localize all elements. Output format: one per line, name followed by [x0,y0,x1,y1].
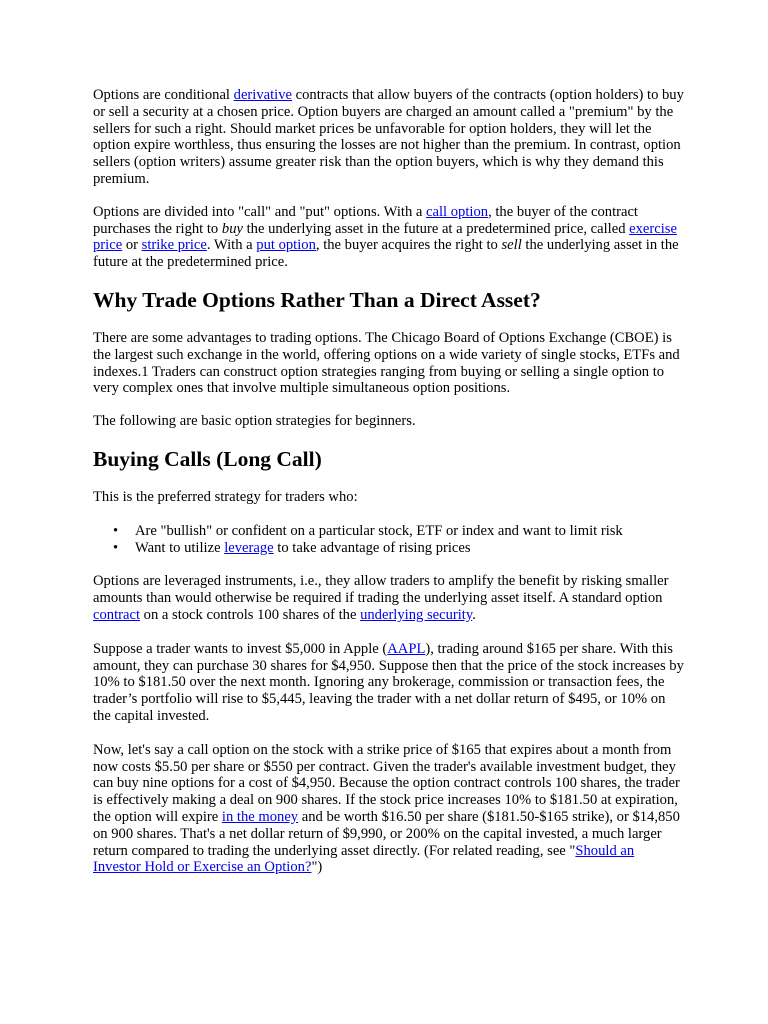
text-run: . With a [206,237,257,254]
list-item [93,523,685,540]
text-run: the underlying asset in the future at a predetermined price, called [242,220,630,237]
leverage-link[interactable]: leverage [224,539,274,556]
text-run: . [472,606,476,623]
call-option-link[interactable]: call option [426,203,489,220]
in-the-money-link[interactable]: in the money [221,808,299,825]
text-run: contracts that allow buyers of the contracts (option holders) to buy or sell a security at a chosen price. Option buyers are charged an amount called a "premium" by the sellers for such a right. Should market prices be unfavorable for option holders, they will let the option expire worthless, thus ensuring the losses are not higher than the premium. In contrast, option sellers (option writers) assume greater risk than the option buyers, which is why they demand this premium. [93,87,684,187]
text-run: on a stock controls 100 shares of the [140,606,361,623]
list-item-text: Are "bullish" or confident on a particular stock, ETF or index and want to limit risk [135,522,623,539]
apple-example-paragraph [93,641,685,725]
aapl-link[interactable]: AAPL [387,640,426,657]
text-run: , the buyer of the contract purchases the right to [93,203,638,237]
text-run: Suppose a trader wants to invest $5,000 in Apple ( [93,640,388,657]
section-heading-why-trade-options: Why Trade Options Rather Than a Direct Asset? [93,287,541,312]
hold-or-exercise-link[interactable]: Should an Investor Hold or Exercise an Option? [93,842,635,876]
emphasis-buy: buy [221,220,243,237]
why-paragraph-1: There are some advantages to trading options. The Chicago Board of Options Exchange (CBOE) is the largest such exchange in the world, offering options on a wide variety of single stocks, ETFs and indexes.1 Traders can construct option strategies ranging from buying or selling a single option to very complex ones that involve multiple simultaneous option positions. [93,329,680,397]
text-run: to take advantage of rising prices [273,539,471,556]
put-option-link[interactable]: put option [256,237,316,254]
why-paragraph-2: The following are basic option strategies for beginners. [93,413,416,430]
emphasis-sell: sell [501,237,522,254]
leverage-paragraph [93,573,685,623]
text-run: Now, let's say a call option on the stock with a strike price of $165 that expires about a month from now costs $5.50 per share or $550 per contract. Given the trader's available investment budget, they can buy nine options for a cost of $4,950. Because the option contract controls 100 shares, the trader is effectively making a deal on 900 shares. If the stock price increases 10% to $181.50 at expiration, the option will expire [93,741,680,825]
contract-link[interactable]: contract [93,606,140,623]
text-run: , the buyer acquires the right to [315,237,502,254]
text-run: and be worth $16.50 per share ($181.50-$165 strike), or $14,850 on 900 shares. That's a net dollar return of $9,990, or 200% on the capital invested, a much larger return compared to trading the underlying asset directly. (For related reading, see " [93,808,680,859]
list-item [93,540,685,557]
text-run: Want to utilize [135,539,225,556]
call-option-example-paragraph [93,742,685,876]
derivative-link[interactable]: derivative [233,87,292,103]
text-run: ), trading around $165 per share. With this amount, they can purchase 30 shares for $4,950. Suppose then that the price of the stock increases by 10% to $181.50 over the next month. Ignoring any brokerage, commission or transaction fees, the trader’s portfolio will rise to $5,445, leaving the trader with a net dollar return of $495, or 10% on the capital invested. [93,640,684,724]
text-run: the underlying asset in the future at the predetermined price. [93,237,679,271]
underlying-security-link[interactable]: underlying security [360,606,473,623]
document-page [93,87,685,876]
trader-criteria-list [93,523,685,557]
text-run: Options are leveraged instruments, i.e., they allow traders to amplify the benefit by risking smaller amounts than would otherwise be required if trading the underlying asset itself. A standard option [93,573,669,607]
text-run: or [122,237,142,254]
intro-paragraph-2 [93,204,685,271]
section-heading-buying-calls: Buying Calls (Long Call) [93,446,322,471]
intro-paragraph-1 [93,87,685,188]
text-run: Options are divided into "call" and "put" options. With a [93,203,427,220]
text-run: Options are conditional [93,87,234,103]
strike-price-link[interactable]: strike price [141,237,207,254]
text-run: ") [311,859,323,876]
calls-intro-paragraph: This is the preferred strategy for traders who: [93,488,358,505]
exercise-price-link[interactable]: exercise price [93,220,677,254]
